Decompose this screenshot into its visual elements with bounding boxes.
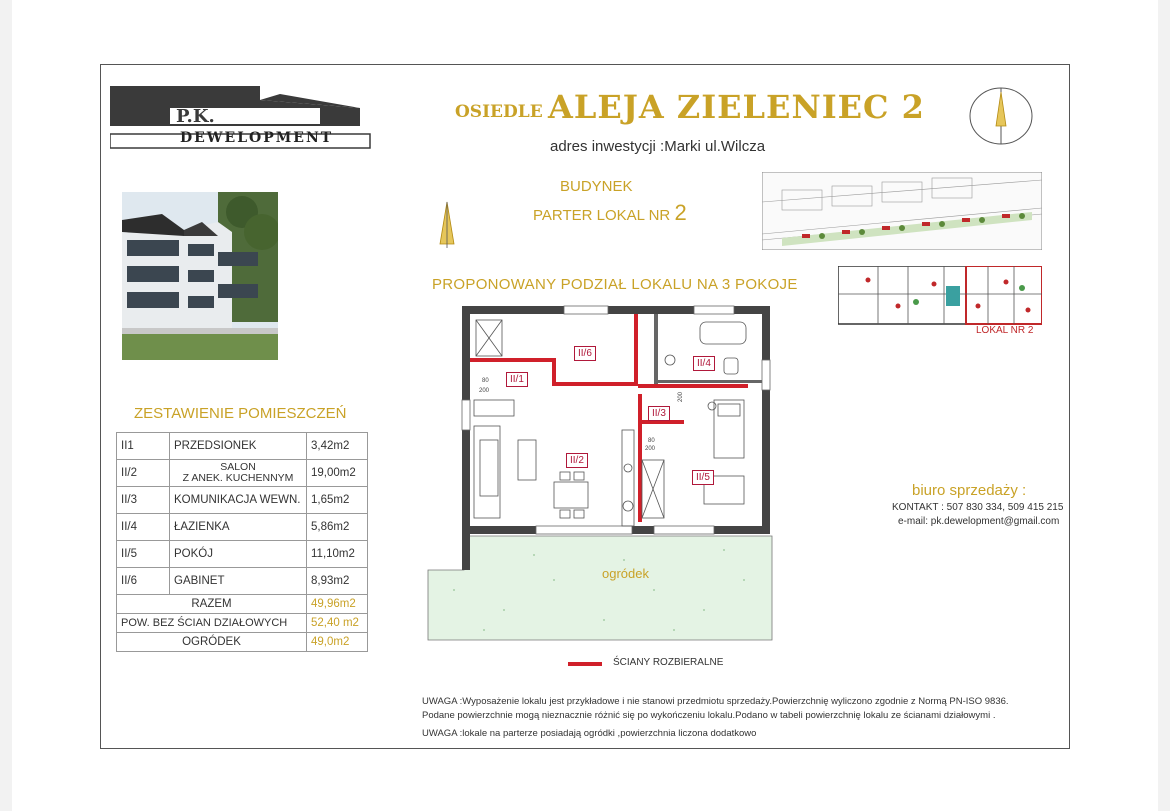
table-row bbox=[117, 568, 368, 595]
layout-proposal-heading: PROPONOWANY PODZIAŁ LOKALU NA 3 POKOJE bbox=[432, 276, 798, 293]
svg-text:80: 80 bbox=[648, 438, 655, 444]
no-walls-row bbox=[117, 614, 368, 633]
compass-icon bbox=[968, 86, 1034, 146]
sales-email: e-mail: pk.dewelopment@gmail.com bbox=[898, 516, 1060, 527]
total-value: 49,96m2 bbox=[307, 595, 368, 614]
room-area: 11,10m2 bbox=[307, 541, 368, 568]
note-line-3: UWAGA :lokale na parterze posiadają ogródki ,powierzchnia liczona dodatkowo bbox=[422, 728, 757, 739]
rooms-heading: ZESTAWIENIE POMIESZCZEŃ bbox=[134, 405, 347, 422]
note-line-2: Podane powierzchnie mogą nieznacznie różnić się po wykończeniu lokalu.Podano w tabeli powierzchnię lokalu ze ścianami działowymi . bbox=[422, 710, 996, 721]
table-row bbox=[117, 514, 368, 541]
building-photo bbox=[122, 192, 278, 360]
garden-area-label: OGRÓDEK bbox=[117, 633, 307, 652]
site-plan-map bbox=[762, 172, 1042, 250]
room-tag-bathroom: II/4 bbox=[693, 356, 715, 371]
room-name: POKÓJ bbox=[170, 541, 307, 568]
svg-text:200: 200 bbox=[678, 391, 684, 402]
title-prefix: OSIEDLE bbox=[455, 102, 543, 122]
room-area: 19,00m2 bbox=[307, 460, 368, 487]
company-logo bbox=[110, 86, 370, 150]
room-name: ŁAZIENKA bbox=[170, 514, 307, 541]
note-line-1: UWAGA :Wyposażenie lokalu jest przykładowe i nie stanowi przedmiotu sprzedaży.Powierzchnię wyliczono zgodnie z Normą PN-ISO 9836. bbox=[422, 696, 1009, 707]
rooms-table bbox=[116, 432, 368, 652]
legend-label: ŚCIANY ROZBIERALNE bbox=[613, 657, 724, 668]
total-label: RAZEM bbox=[117, 595, 307, 614]
page-title: ALEJA ZIELENIEC 2 bbox=[548, 88, 925, 126]
table-row bbox=[117, 487, 368, 514]
sales-office-title: biuro sprzedaży : bbox=[912, 482, 1027, 499]
svg-text:200: 200 bbox=[645, 446, 656, 452]
room-tag-study: II/6 bbox=[574, 346, 596, 361]
logo-text: DEWELOPMENT bbox=[180, 130, 334, 146]
room-area: 8,93m2 bbox=[307, 568, 368, 595]
room-area: 3,42m2 bbox=[307, 433, 368, 460]
garden-area bbox=[428, 536, 772, 640]
building-label: BUDYNEK bbox=[560, 178, 633, 195]
room-area: 1,65m2 bbox=[307, 487, 368, 514]
table-row bbox=[117, 433, 368, 460]
no-walls-label: POW. BEZ ŚCIAN DZIAŁOWYCH bbox=[117, 614, 307, 633]
table-row bbox=[117, 460, 368, 487]
garden-row bbox=[117, 633, 368, 652]
svg-text:200: 200 bbox=[479, 388, 490, 394]
legend-swatch-red-wall bbox=[568, 662, 602, 666]
room-id: II/4 bbox=[117, 514, 170, 541]
garden-area-value: 49,0m2 bbox=[307, 633, 368, 652]
room-area: 5,86m2 bbox=[307, 514, 368, 541]
logo-monogram: P.K. bbox=[176, 106, 215, 127]
room-tag-hall: II/1 bbox=[506, 372, 528, 387]
room-tag-corridor: II/3 bbox=[648, 406, 670, 421]
room-id: II/2 bbox=[117, 460, 170, 487]
garden-label: ogródek bbox=[602, 566, 649, 581]
room-id: II/6 bbox=[117, 568, 170, 595]
key-plan-label: LOKAL NR 2 bbox=[976, 325, 1034, 336]
total-row bbox=[117, 595, 368, 614]
room-id: II/5 bbox=[117, 541, 170, 568]
unit-number: 2 bbox=[674, 200, 687, 225]
table-row bbox=[117, 541, 368, 568]
room-name: GABINET bbox=[170, 568, 307, 595]
room-id: II1 bbox=[117, 433, 170, 460]
unit-label bbox=[533, 200, 687, 226]
north-arrow-icon bbox=[436, 200, 458, 250]
room-name: PRZEDSIONEK bbox=[170, 433, 307, 460]
room-id: II/3 bbox=[117, 487, 170, 514]
svg-text:80: 80 bbox=[482, 378, 489, 384]
no-walls-value: 52,40 m2 bbox=[307, 614, 368, 633]
floor-plan bbox=[424, 300, 776, 650]
investment-address: adres inwestycji :Marki ul.Wilcza bbox=[550, 138, 766, 155]
room-tag-bedroom: II/5 bbox=[692, 470, 714, 485]
room-name: KOMUNIKACJA WEWN. bbox=[170, 487, 307, 514]
floor-key-plan bbox=[838, 266, 1042, 334]
unit-floor-text: PARTER LOKAL NR bbox=[533, 207, 671, 224]
room-name: SALON Z ANEK. KUCHENNYM bbox=[170, 460, 307, 487]
room-tag-living: II/2 bbox=[566, 453, 588, 468]
sales-phone: KONTAKT : 507 830 334, 509 415 215 bbox=[892, 502, 1064, 513]
